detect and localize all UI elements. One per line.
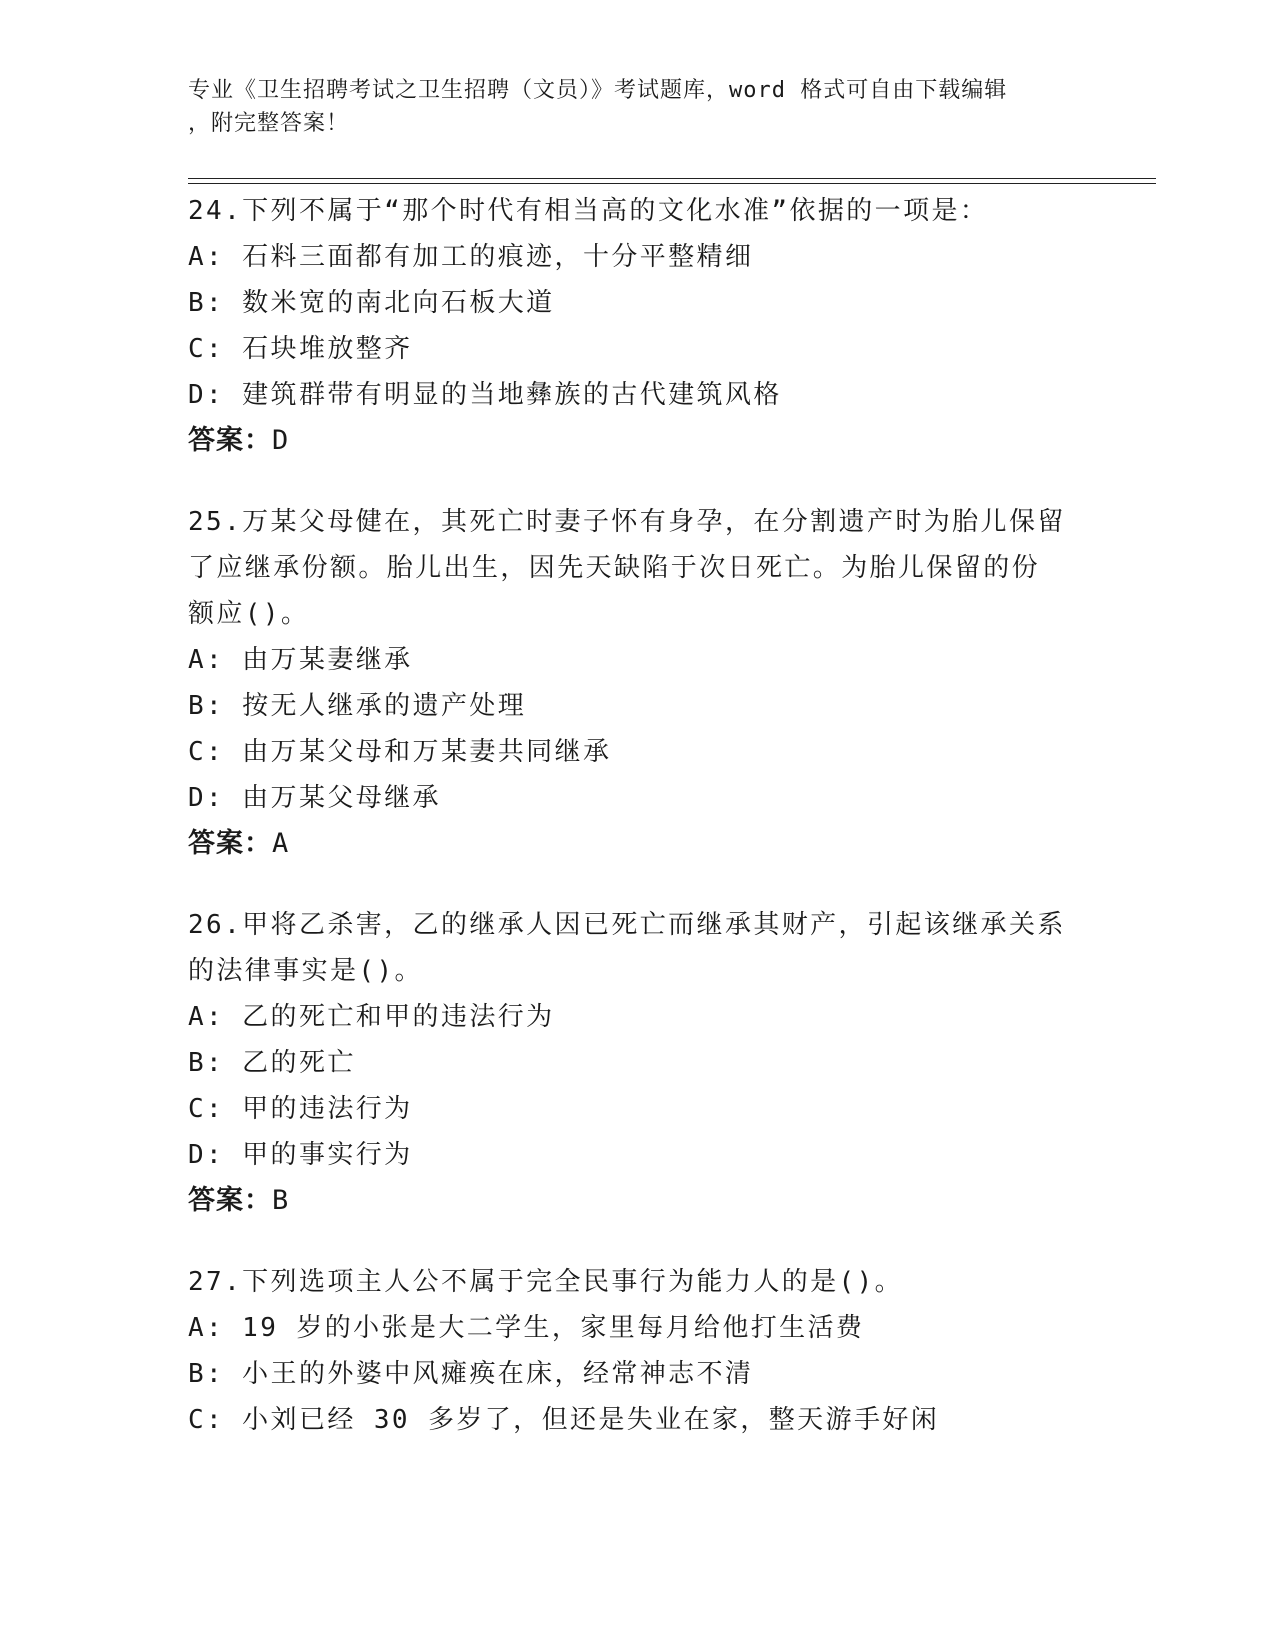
option-d: D: 甲的事实行为 xyxy=(188,1140,413,1170)
answer-label: 答案： xyxy=(188,1185,272,1216)
option-c: C: 甲的违法行为 xyxy=(188,1094,413,1124)
question-stem xyxy=(188,1259,1088,1305)
option-b: B: 乙的死亡 xyxy=(188,1048,356,1078)
option-c: C: 由万某父母和万某妻共同继承 xyxy=(188,737,612,767)
stem-line: 26.甲将乙杀害，乙的继承人因已死亡而继承其财产，引起该继承关系 xyxy=(188,910,1066,940)
answer-value: B xyxy=(272,1185,290,1216)
question-list xyxy=(188,188,1088,1478)
question-stem xyxy=(188,902,1088,994)
option-d: D: 建筑群带有明显的当地彝族的古代建筑风格 xyxy=(188,380,782,410)
answer-line xyxy=(188,1178,1088,1224)
option-c: C: 小刘已经 30 多岁了，但还是失业在家，整天游手好闲 xyxy=(188,1405,940,1435)
option-a: A: 石料三面都有加工的痕迹，十分平整精细 xyxy=(188,242,754,272)
answer-value: A xyxy=(272,828,290,859)
answer-line xyxy=(188,821,1088,867)
stem-line: 27.下列选项主人公不属于完全民事行为能力人的是()。 xyxy=(188,1267,904,1297)
question-stem xyxy=(188,499,1088,637)
option-c: C: 石块堆放整齐 xyxy=(188,334,413,364)
option-b: B: 按无人继承的遗产处理 xyxy=(188,691,527,721)
option-b: B: 小王的外婆中风瘫痪在床，经常神志不清 xyxy=(188,1359,754,1389)
answer-value: D xyxy=(272,425,290,456)
stem-line: 的法律事实是()。 xyxy=(188,956,423,986)
question-27 xyxy=(188,1259,1088,1443)
question-24 xyxy=(188,188,1088,464)
option-a: A: 由万某妻继承 xyxy=(188,645,413,675)
header-divider-top xyxy=(188,178,1156,179)
stem-line: 了应继承份额。胎儿出生，因先天缺陷于次日死亡。为胎儿保留的份 xyxy=(188,553,1041,583)
option-a: A: 19 岁的小张是大二学生，家里每月给他打生活费 xyxy=(188,1313,865,1343)
option-b: B: 数米宽的南北向石板大道 xyxy=(188,288,555,318)
stem-line: 25.万某父母健在，其死亡时妻子怀有身孕，在分割遗产时为胎儿保留 xyxy=(188,507,1066,537)
answer-line xyxy=(188,418,1088,464)
question-26 xyxy=(188,902,1088,1224)
stem-line: 额应()。 xyxy=(188,599,310,629)
header-line-1: 专业《卫生招聘考试之卫生招聘（文员）》考试题库，word 格式可自由下载编辑 xyxy=(188,78,1008,103)
header-line-2: ，附完整答案！ xyxy=(188,111,350,136)
answer-label: 答案： xyxy=(188,828,272,859)
question-stem xyxy=(188,188,1088,234)
option-a: A: 乙的死亡和甲的违法行为 xyxy=(188,1002,555,1032)
header-divider-bottom xyxy=(188,183,1156,184)
stem-line: 24.下列不属于“那个时代有相当高的文化水准”依据的一项是： xyxy=(188,196,989,226)
answer-label: 答案： xyxy=(188,425,272,456)
document-header xyxy=(188,74,1088,140)
option-d: D: 由万某父母继承 xyxy=(188,783,441,813)
question-25 xyxy=(188,499,1088,867)
